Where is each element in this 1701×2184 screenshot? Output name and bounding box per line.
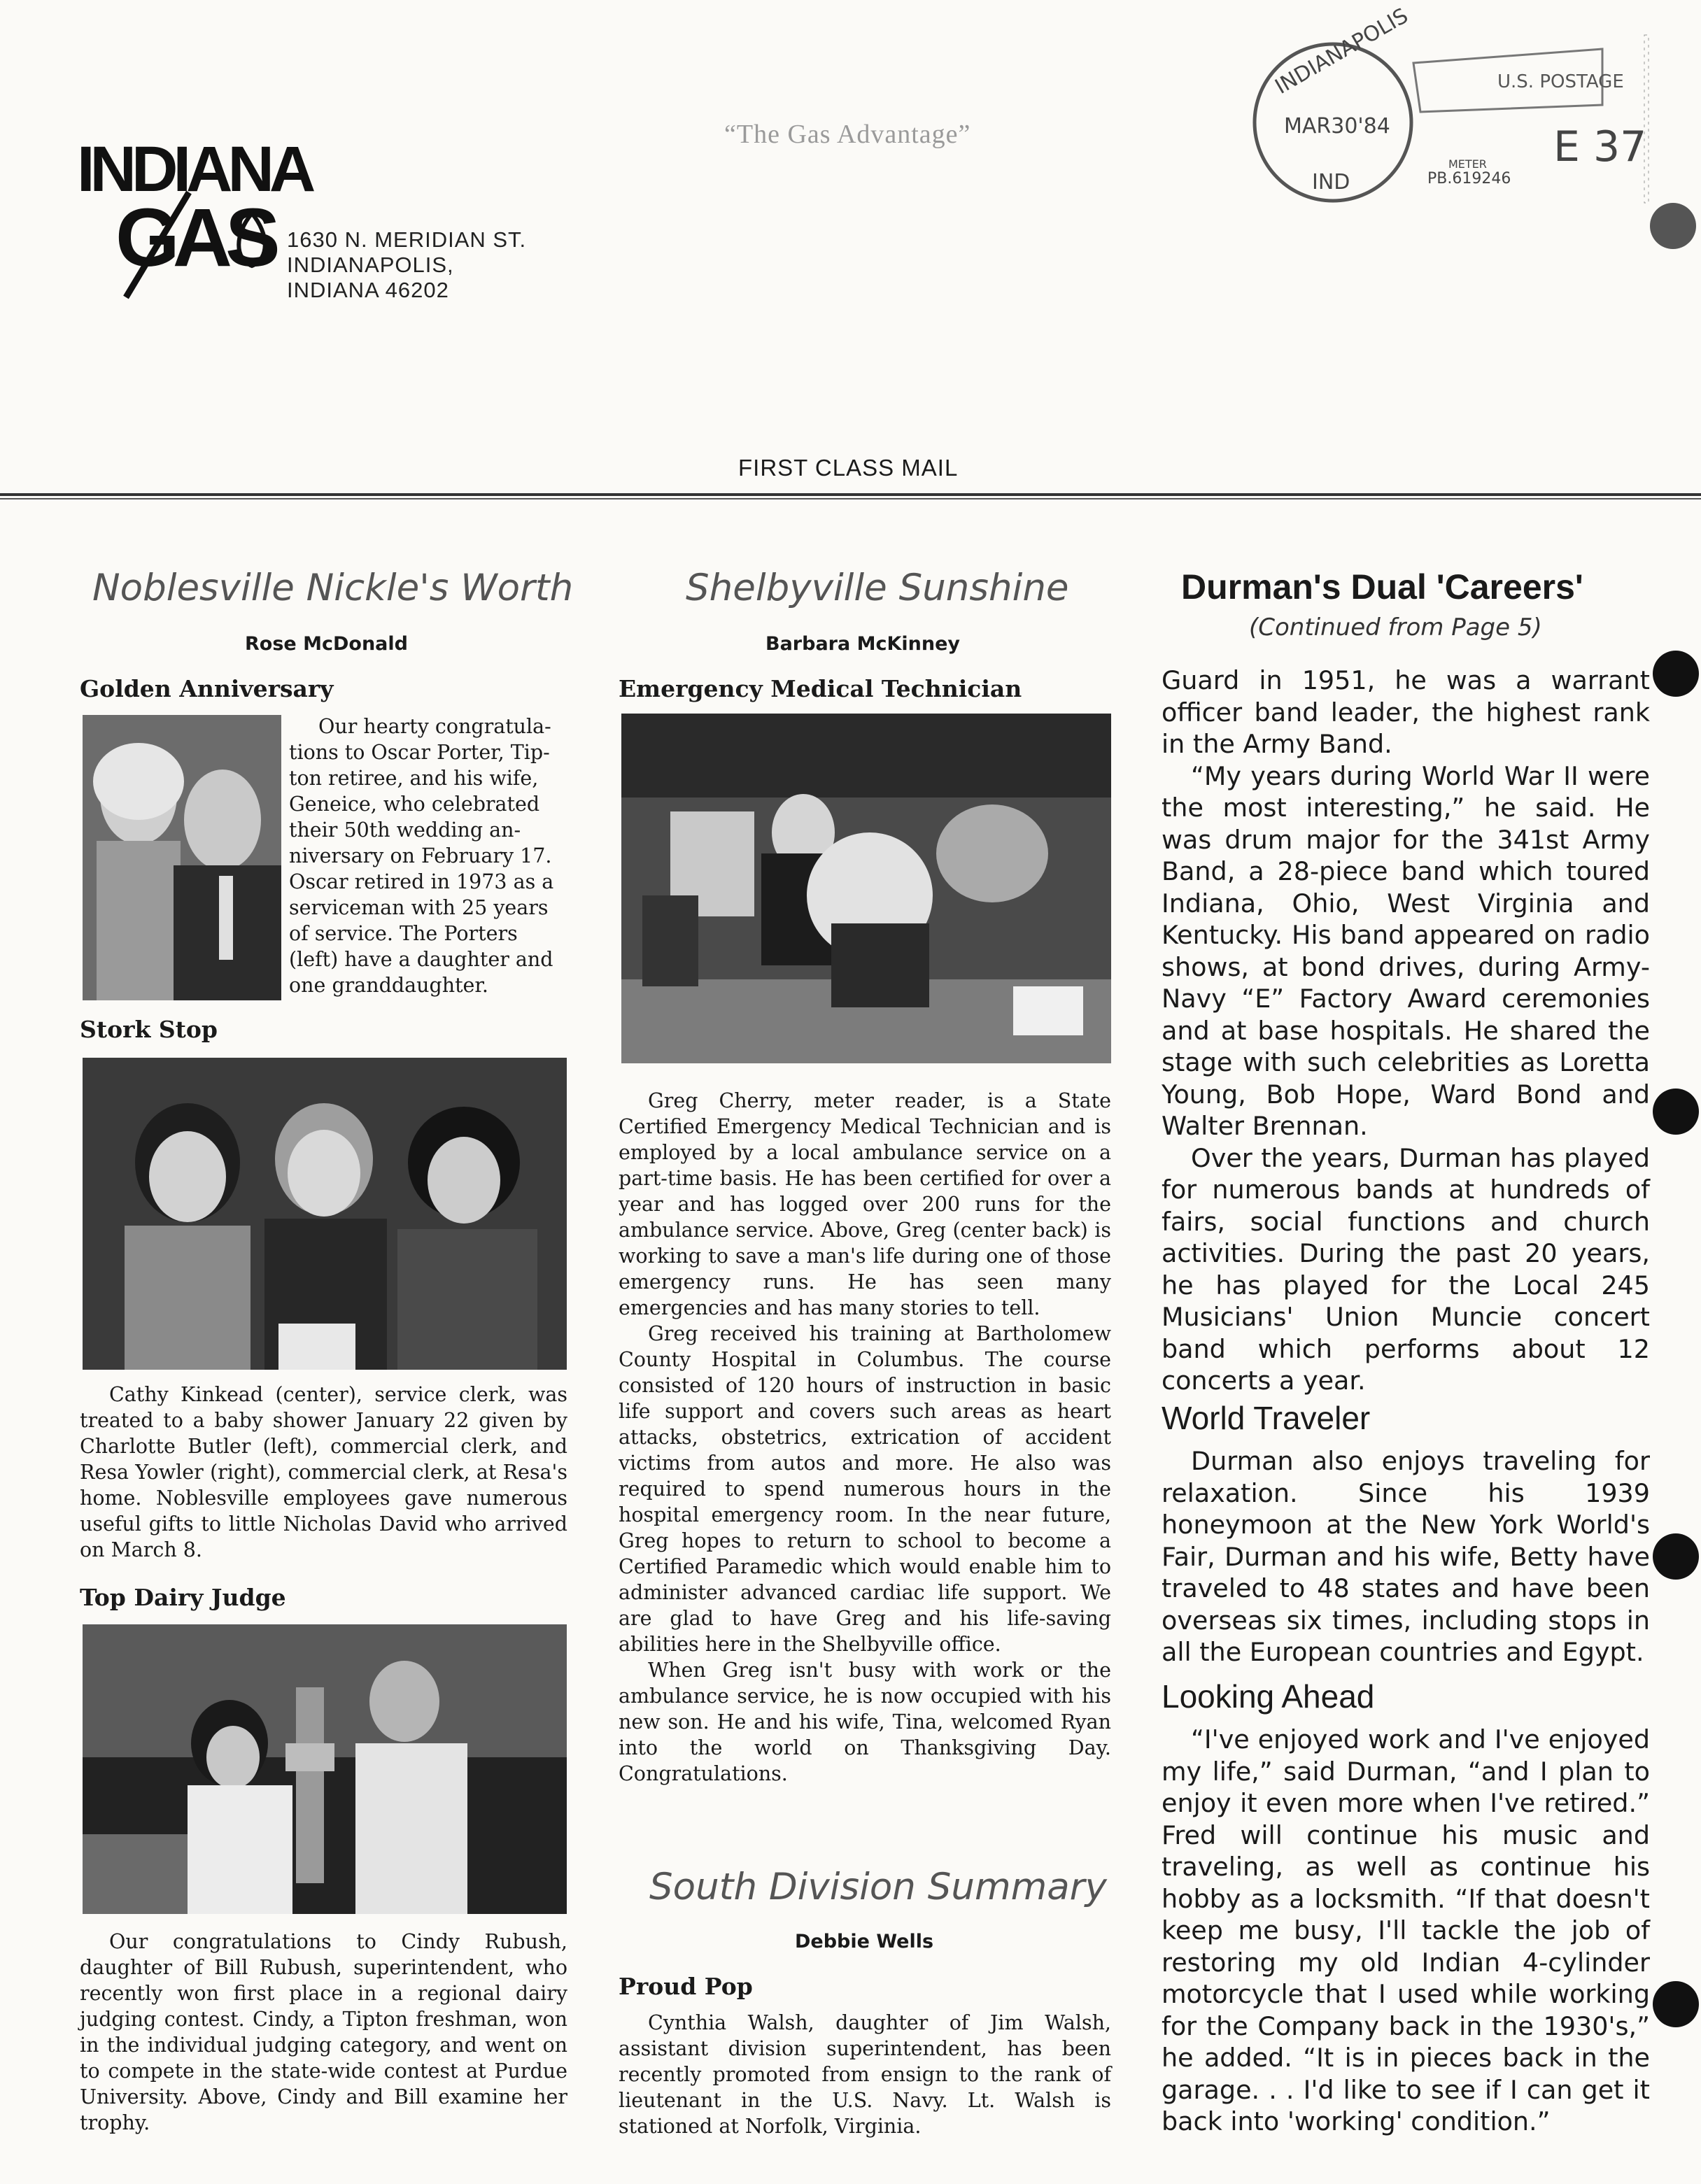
header-rule-thin xyxy=(0,498,1701,499)
postmark-city: INDIANAPOLIS xyxy=(1271,3,1413,99)
top-dairy-judge-heading: Top Dairy Judge xyxy=(80,1584,286,1611)
postage-meter-stamp xyxy=(1238,3,1658,210)
world-traveler-heading: World Traveler xyxy=(1162,1400,1371,1436)
stork-stop-caption xyxy=(80,1382,567,1563)
proud-pop-article xyxy=(619,2010,1111,2139)
indiana-gas-logo xyxy=(77,129,311,304)
col2-title: Shelbyville Sunshine xyxy=(686,567,1069,609)
looking-ahead-article xyxy=(1162,1724,1650,2138)
text-line: of service. The Porters xyxy=(289,922,518,945)
postage-amount: E 37 xyxy=(1553,122,1647,171)
postmark-state: IND xyxy=(1312,170,1350,194)
baby-shower-photo xyxy=(83,1058,567,1370)
emt-paragraph-1: Greg Cherry, meter reader, is a State Certified Emergency Medical Technician and is employed by a local ambulance service on a part-time basis. He has been certified for over a year and has logged over 200 runs for the ambulance service. Above, Greg (center back) is working to save a man's life during one of those emergency runs. He has seen many emergencies and has many stories to tell. xyxy=(619,1089,1111,1319)
durman-intro xyxy=(1162,665,1650,1397)
world-traveler-article xyxy=(1162,1445,1650,1668)
golden-anniversary-heading: Golden Anniversary xyxy=(80,675,334,702)
binder-hole xyxy=(1653,1981,1699,2027)
text-line: tions to Oscar Porter, Tip- xyxy=(289,741,550,764)
porter-couple-photo xyxy=(83,715,281,1000)
slogan: “The Gas Advantage” xyxy=(724,120,971,149)
binder-hole xyxy=(1653,1533,1699,1580)
col3-title: Durman's Dual 'Careers' xyxy=(1181,567,1583,607)
caption-text: Cathy Kinkead (center), service clerk, was treated to a baby shower January 22 given by Charlotte Butler (left), commercial clerk, and Resa Yowler (right), commercial clerk, at Resa's home. Noblesville employees gave numerous useful gifts to little Nicholas David who arrived on March 8. xyxy=(80,1383,567,1561)
caption-text: Our congratulations to Cindy Rubush, daughter of Bill Rubush, superintendent, who recently won first place in a regional dairy judging contest. Cindy, a Tipton freshman, won in the individual judging category, and went on to compete in the state-wide contest at Purdue University. Above, Cindy and Bill examine her trophy. xyxy=(80,1930,567,2134)
col2-section2-byline: Debbie Wells xyxy=(795,1931,934,1952)
dairy-trophy-photo xyxy=(83,1624,567,1914)
col1-byline: Rose McDonald xyxy=(245,633,408,655)
binder-hole xyxy=(1653,1089,1699,1135)
world-traveler-paragraph: Durman also enjoys traveling for relaxation. Since his 1939 honeymoon at the New York World's Fair, Durman and his wife, Betty have traveled to 48 states and have been overseas six times, including stops in all the European countries and Egypt. xyxy=(1162,1446,1650,1667)
mail-class-label: FIRST CLASS MAIL xyxy=(738,455,959,481)
postage-label: U.S. POSTAGE xyxy=(1497,71,1624,92)
text-line: ton retiree, and his wife, xyxy=(289,767,539,790)
emt-paragraph-2: Greg received his training at Bartholomew County Hospital in Columbus. The course consisted of 120 hours of instruction in basic life support and covers such areas as heart attacks, obstetrics, extrication of accident victims from autos and more. He also was required to spend numerous hours in the hospital emergency room. In the near future, Greg hopes to return to school to become a Certified Paramedic which would enable him to administer advanced cardiac life support. We are glad to have Greg and his life-saving abilities here in the Shelbyville office. xyxy=(619,1322,1111,1656)
emt-heading: Emergency Medical Technician xyxy=(619,675,1022,702)
header-rule xyxy=(0,493,1701,496)
text-line: serviceman with 25 years xyxy=(289,896,549,919)
col3-continued: (Continued from Page 5) xyxy=(1249,614,1542,641)
text-line: niversary on February 17. xyxy=(289,844,552,867)
proud-pop-heading: Proud Pop xyxy=(619,1973,753,2000)
text-line: Geneice, who celebrated xyxy=(289,793,540,816)
emt-paragraph-3: When Greg isn't busy with work or the ambulance service, he is now occupied with his new son. He and his wife, Tina, welcomed Ryan into the world on Thanksgiving Day. Congratulations. xyxy=(619,1659,1111,1785)
address-line-3: INDIANA 46202 xyxy=(287,278,449,302)
meter-number: PB.619246 xyxy=(1427,170,1511,187)
postmark-date: MAR30'84 xyxy=(1284,114,1390,139)
durman-paragraph-2: “My years during World War II were the most interesting,” he said. He was drum major for the 341st Army Band, a 28-piece band which toured Indiana, Ohio, West Virginia and Kentucky. His band appeared on radio shows, at bond drives, during Army-Navy “E” Factory Award ceremonies and at base hospitals. He shared the stage with such celebrities as Loretta Young, Bob Hope, Ward Bond and Walter Brennan. xyxy=(1162,760,1650,1141)
col2-byline: Barbara McKinney xyxy=(765,633,961,655)
col1-title: Noblesville Nickle's Worth xyxy=(92,567,574,609)
dairy-judge-caption xyxy=(80,1929,567,2136)
binder-hole xyxy=(1653,651,1699,697)
col2-section2-title: South Division Summary xyxy=(649,1866,1107,1908)
durman-paragraph-1: Guard in 1951, he was a warrant officer band leader, the highest rank in the Army Band. xyxy=(1162,665,1650,759)
perforation xyxy=(1644,35,1649,203)
looking-ahead-paragraph: “I've enjoyed work and I've enjoyed my life,” said Durman, “and I plan to enjoy it even more when I've retired.” Fred will continue his music and traveling, as well as continue his hobby as a locksmith. “If that doesn't keep me busy, I'll tackle the job of restoring my old Indian 4-cylinder motorcycle that I used while working for the Company back in the 1930's,” he added. “It is in pieces back in the garage. . . I'd like to see if I can get it back into 'working' condition.” xyxy=(1162,1724,1650,2136)
stork-stop-heading: Stork Stop xyxy=(80,1016,218,1043)
emergency-run-photo xyxy=(621,714,1111,1063)
binder-hole xyxy=(1650,203,1696,249)
text-line: Our hearty congratula- xyxy=(318,715,551,738)
logo-text-gas: GAS xyxy=(115,192,274,284)
text-line: their 50th wedding an- xyxy=(289,818,521,842)
text-line: one granddaughter. xyxy=(289,974,488,997)
logo-text-indiana: INDIANA xyxy=(77,134,311,205)
text-line: (left) have a daughter and xyxy=(289,948,553,971)
looking-ahead-heading: Looking Ahead xyxy=(1162,1678,1375,1715)
durman-paragraph-3: Over the years, Durman has played for numerous bands at hundreds of fairs, social functions and church activities. During the past 20 years, he has played for the Local 245 Musicians' Union Muncie concert band which performs about 12 concerts a year. xyxy=(1162,1142,1650,1396)
text-line: Oscar retired in 1973 as a xyxy=(289,870,554,893)
proud-pop-paragraph: Cynthia Walsh, daughter of Jim Walsh, assistant division superintendent, has been recently promoted from ensign to the rank of lieutenant in the U.S. Navy. Lt. Walsh is stationed at Norfolk, Virginia. xyxy=(619,2011,1111,2138)
meter-label: METER xyxy=(1448,157,1487,171)
golden-anniversary-text xyxy=(289,714,567,998)
emt-article xyxy=(619,1088,1111,1787)
address-line-2: INDIANAPOLIS, xyxy=(287,253,454,277)
address-line-1: 1630 N. MERIDIAN ST. xyxy=(287,227,527,252)
